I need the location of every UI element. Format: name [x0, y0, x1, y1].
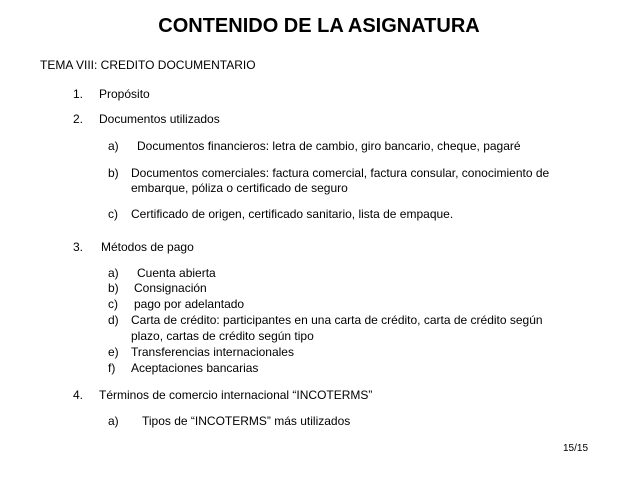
item-number: 3. [73, 240, 84, 254]
item-label: Documentos utilizados [99, 112, 220, 126]
subitem-text: Documentos comerciales: factura comercial, factura consular, conocimiento de [131, 166, 550, 180]
subitem-text: pago por adelantado [134, 297, 245, 311]
subitem-text: Aceptaciones bancarias [131, 361, 259, 375]
item-number: 2. [73, 112, 84, 126]
subitem-text: Carta de crédito: participantes en una carta de crédito, carta de crédito según [131, 313, 543, 327]
subitem-text: Tipos de “INCOTERMS” más utilizados [142, 414, 351, 428]
item-label: Términos de comercio internacional “INCOTERMS” [99, 388, 373, 402]
subitem-letter: b) [108, 166, 119, 180]
subitem-text-continued: embarque, póliza o certificado de seguro [131, 181, 348, 195]
page-title: CONTENIDO DE LA ASIGNATURA [158, 15, 480, 37]
subitem-letter: e) [108, 345, 119, 359]
subitem-text: Transferencias internacionales [131, 345, 294, 359]
subitem-text-continued: plazo, cartas de crédito según tipo [131, 329, 314, 343]
subitem-letter: a) [108, 266, 119, 280]
subitem-text: Certificado de origen, certificado sanitario, lista de empaque. [131, 207, 454, 221]
page-number: 15/15 [563, 443, 589, 454]
item-number: 1. [73, 87, 84, 101]
subitem-text: Documentos financieros: letra de cambio, giro bancario, cheque, pagaré [137, 139, 521, 153]
subitem-letter: d) [108, 313, 119, 327]
subitem-letter: a) [108, 139, 119, 153]
subitem-letter: c) [108, 207, 118, 221]
subitem-letter: b) [108, 281, 119, 295]
topic-heading: TEMA VIII: CREDITO DOCUMENTARIO [40, 58, 256, 72]
subitem-letter: c) [108, 297, 118, 311]
item-label: Propósito [99, 87, 150, 101]
item-number: 4. [73, 388, 84, 402]
subitem-letter: a) [108, 414, 119, 428]
subitem-text: Consignación [134, 281, 207, 295]
subitem-letter: f) [108, 361, 116, 375]
item-label: Métodos de pago [101, 240, 194, 254]
subitem-text: Cuenta abierta [137, 266, 216, 280]
